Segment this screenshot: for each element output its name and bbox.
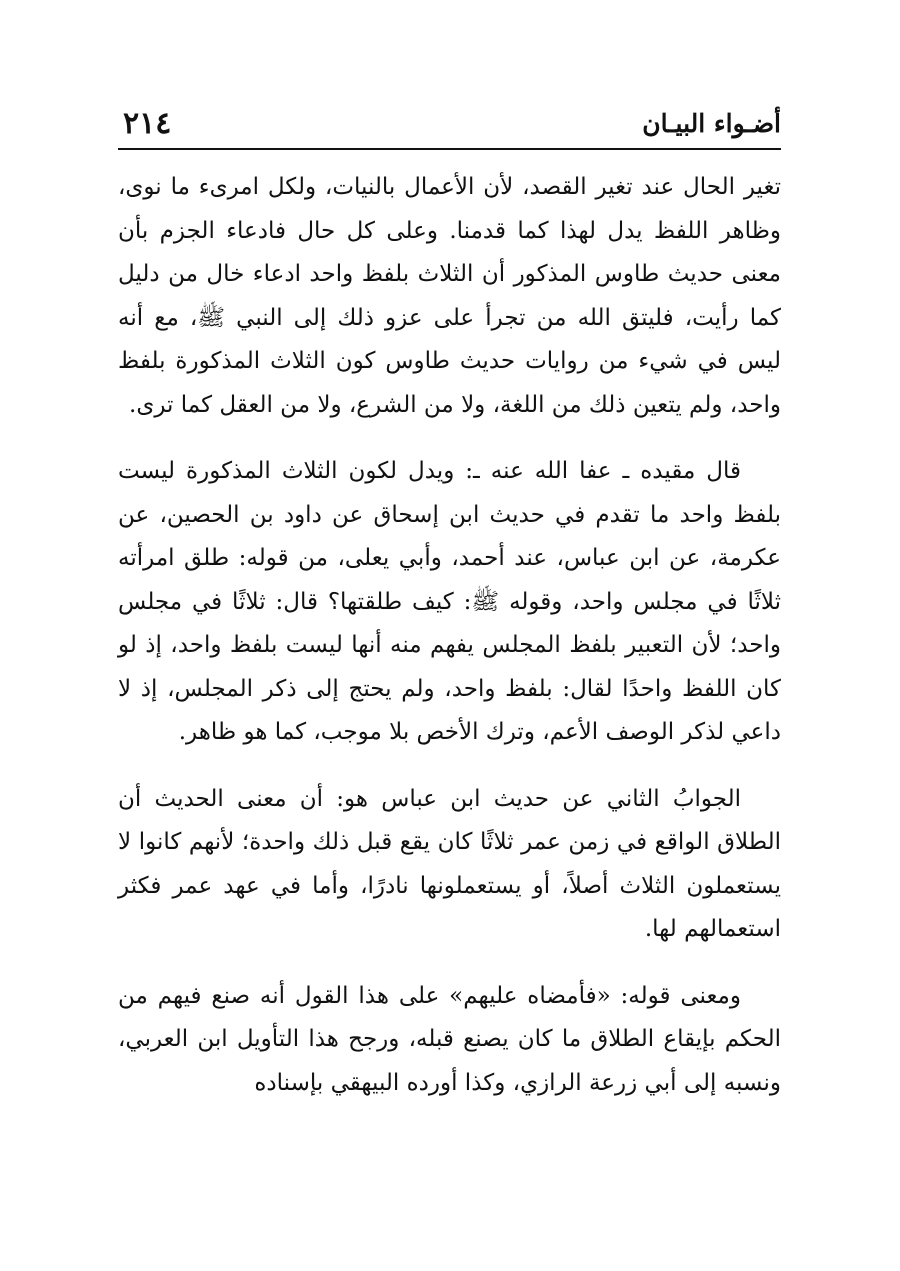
- paragraph-3: الجوابُ الثاني عن حديث ابن عباس هو: أن معنى الحديث أن الطلاق الواقع في زمن عمر ثلاثًا كان يقع قبل ذلك واحدة؛ لأنهم كانوا لا يستعملون الثلاث أصلاً، أو يستعملونها نادرًا، وأما في عهد عمر فكثر استعمالهم لها.: [118, 785, 781, 942]
- header-rule: [118, 148, 781, 150]
- paragraph-1: تغير الحال عند تغير القصد، لأن الأعمال بالنيات، ولكل امرىء ما نوى، وظاهر اللفظ يدل لهذا كما قدمنا. وعلى كل حال فادعاء الجزم بأن معنى حديث طاوس المذكور أن الثلاث بلفظ واحد ادعاء خال من دليل كما رأيت، فليتق الله من تجرأ على عزو ذلك إلى النبي ﷺ، مع أنه ليس في شيء من روايات حديث طاوس كون الثلاث المذكورة بلفظ واحد، ولم يتعين ذلك من اللغة، ولا من الشرع، ولا من العقل كما ترى.: [118, 174, 781, 418]
- page-number: ٢١٤: [123, 106, 172, 141]
- text-body: [118, 166, 781, 1105]
- running-title: أضـواء البيـان: [642, 109, 781, 138]
- paragraph-4: ومعنى قوله: «فأمضاه عليهم» على هذا القول أنه صنع فيهم من الحكم بإيقاع الطلاق ما كان يصنع قبله، ورجح هذا التأويل ابن العربي، ونسبه إلى أبي زرعة الرازي، وكذا أورده البيهقي بإسناده: [118, 982, 781, 1096]
- paragraph-2: قال مقيده ـ عفا الله عنه ـ: ويدل لكون الثلاث المذكورة ليست بلفظ واحد ما تقدم في حديث ابن إسحاق عن داود بن الحصين، عن عكرمة، عن ابن عباس، عند أحمد، وأبي يعلى، من قوله: طلق امرأته ثلاثًا في مجلس واحد، وقوله ﷺ: كيف طلقتها؟ قال: ثلاثًا في مجلس واحد؛ لأن التعبير بلفظ المجلس يفهم منه أنها ليست بلفظ واحد، إذ لو كان اللفظ واحدًا لقال: بلفظ واحد، ولم يحتج إلى ذكر المجلس، إذ لا داعي لذكر الوصف الأعم، وترك الأخص بلا موجب، كما هو ظاهر.: [118, 458, 781, 745]
- page-header: [118, 104, 781, 150]
